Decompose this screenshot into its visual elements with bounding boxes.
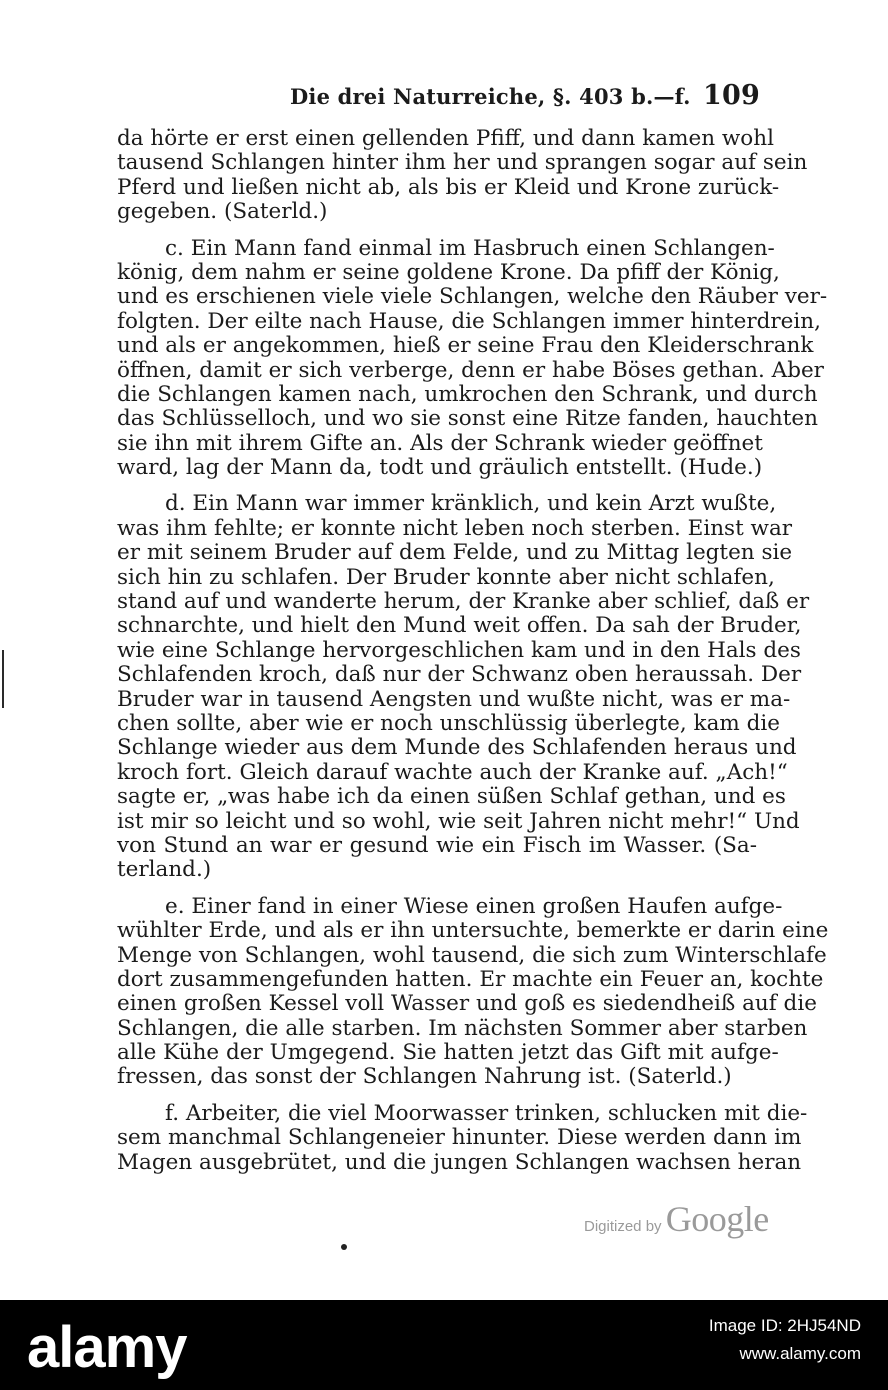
text-line: kroch fort. Gleich darauf wachte auch der Kranke auf. „Ach!“ bbox=[117, 759, 788, 785]
text-line: chen sollte, aber wie er noch unschlüssig überlegte, kam die bbox=[117, 710, 780, 736]
text-line: das Schlüsselloch, und wo sie sonst eine Ritze fanden, hauchten bbox=[117, 406, 818, 432]
text-line: was ihm fehlte; er konnte nicht leben noch sterben. Einst war bbox=[117, 515, 793, 541]
text-line: könig, dem nahm er seine goldene Krone. Da pfiff der König, bbox=[117, 259, 780, 285]
text-line: f. Arbeiter, die viel Moorwasser trinken, schlucken mit die- bbox=[165, 1100, 808, 1126]
alamy-logo: alamy bbox=[27, 1315, 187, 1380]
running-header bbox=[290, 80, 760, 116]
text-line: einen großen Kessel voll Wasser und goß es siedendheiß auf die bbox=[117, 991, 817, 1017]
margin-scan-mark bbox=[2, 650, 4, 708]
text-line: ward, lag der Mann da, todt und gräulich entstellt. (Hude.) bbox=[117, 455, 763, 481]
text-line: alle Kühe der Umgegend. Sie hatten jetzt das Gift mit aufge- bbox=[117, 1040, 779, 1066]
text-line: dort zusammengefunden hatten. Er machte ein Feuer an, kochte bbox=[117, 966, 824, 992]
text-line: von Stund an war er gesund wie ein Fisch im Wasser. (Sa- bbox=[117, 832, 757, 858]
text-line: folgten. Der eilte nach Hause, die Schlangen immer hinterdrein, bbox=[117, 308, 821, 334]
text-line: sagte er, „was habe ich da einen süßen Schlaf gethan, und es bbox=[117, 784, 786, 810]
text-line: Schlange wieder aus dem Munde des Schlafenden heraus und bbox=[117, 735, 797, 761]
paragraph-gap bbox=[117, 883, 757, 895]
text-line: tausend Schlangen hinter ihm her und sprangen sogar auf sein bbox=[117, 150, 808, 176]
text-line: gegeben. (Saterld.) bbox=[117, 199, 328, 225]
running-title: Die drei Naturreiche, §. 403 b.—f. bbox=[290, 84, 691, 109]
text-line: Menge von Schlangen, wohl tausend, die sich zum Winterschlafe bbox=[117, 942, 827, 968]
text-line: Magen ausgebrütet, und die jungen Schlangen wachsen heran bbox=[117, 1149, 802, 1175]
text-line: Bruder war in tausend Aengsten und wußte nicht, was er ma- bbox=[117, 686, 791, 712]
text-line: sich hin zu schlafen. Der Bruder konnte aber nicht schlafen, bbox=[117, 564, 775, 590]
text-line: Schlafenden kroch, daß nur der Schwanz oben heraussah. Der bbox=[117, 662, 802, 688]
watermark-prefix: Digitized by bbox=[584, 1218, 666, 1235]
text-line: wie eine Schlange hervorgeschlichen kam und in den Hals des bbox=[117, 637, 801, 663]
text-line: c. Ein Mann fand einmal im Hasbruch einen Schlangen- bbox=[165, 235, 775, 261]
text-line: wühlter Erde, und als er ihn untersuchte, bemerkte er darin eine bbox=[117, 918, 829, 944]
text-line: terland.) bbox=[117, 857, 212, 883]
text-line: e. Einer fand in einer Wiese einen großen Haufen aufge- bbox=[165, 893, 783, 919]
text-line: stand auf und wanderte herum, der Kranke aber schlief, daß er bbox=[117, 589, 810, 615]
google-wordmark: Google bbox=[665, 1199, 769, 1239]
paragraph-gap bbox=[117, 225, 757, 237]
ink-dot bbox=[341, 1244, 347, 1250]
text-line: öffnen, damit er sich verberge, denn er habe Böses gethan. Aber bbox=[117, 357, 824, 383]
stock-photo-banner bbox=[0, 1300, 888, 1390]
text-line: schnarchte, und hielt den Mund weit offen. Da sah der Bruder, bbox=[117, 613, 802, 639]
image-id-label: Image ID: 2HJ54ND bbox=[708, 1316, 861, 1335]
text-line: Pferd und ließen nicht ab, als bis er Kleid und Krone zurück- bbox=[117, 174, 780, 200]
text-line: und es erschienen viele viele Schlangen, welche den Räuber ver- bbox=[117, 284, 828, 310]
text-line: ist mir so leicht und so wohl, wie seit Jahren nicht mehr!“ Und bbox=[117, 808, 800, 834]
page-number: 109 bbox=[703, 80, 760, 111]
text-line: d. Ein Mann war immer kränklich, und kein Arzt wußte, bbox=[165, 491, 777, 517]
site-url: www.alamy.com bbox=[739, 1344, 861, 1363]
text-line: sie ihn mit ihrem Gifte an. Als der Schrank wieder geöffnet bbox=[117, 430, 763, 456]
text-line: fressen, das sonst der Schlangen Nahrung ist. (Saterld.) bbox=[117, 1064, 732, 1090]
digitized-by-google-watermark bbox=[584, 1198, 769, 1240]
text-line: er mit seinem Bruder auf dem Felde, und zu Mittag legten sie bbox=[117, 540, 793, 566]
text-line: die Schlangen kamen nach, umkrochen den Schrank, und durch bbox=[117, 381, 818, 407]
body-text bbox=[117, 126, 829, 1175]
text-line: da hörte er erst einen gellenden Pfiff, und dann kamen wohl bbox=[117, 126, 774, 151]
text-line: Schlangen, die alle starben. Im nächsten Sommer aber starben bbox=[117, 1015, 808, 1041]
text-line: und als er angekommen, hieß er seine Frau den Kleiderschrank bbox=[117, 333, 814, 359]
text-line: sem manchmal Schlangeneier hinunter. Diese werden dann im bbox=[117, 1125, 802, 1151]
